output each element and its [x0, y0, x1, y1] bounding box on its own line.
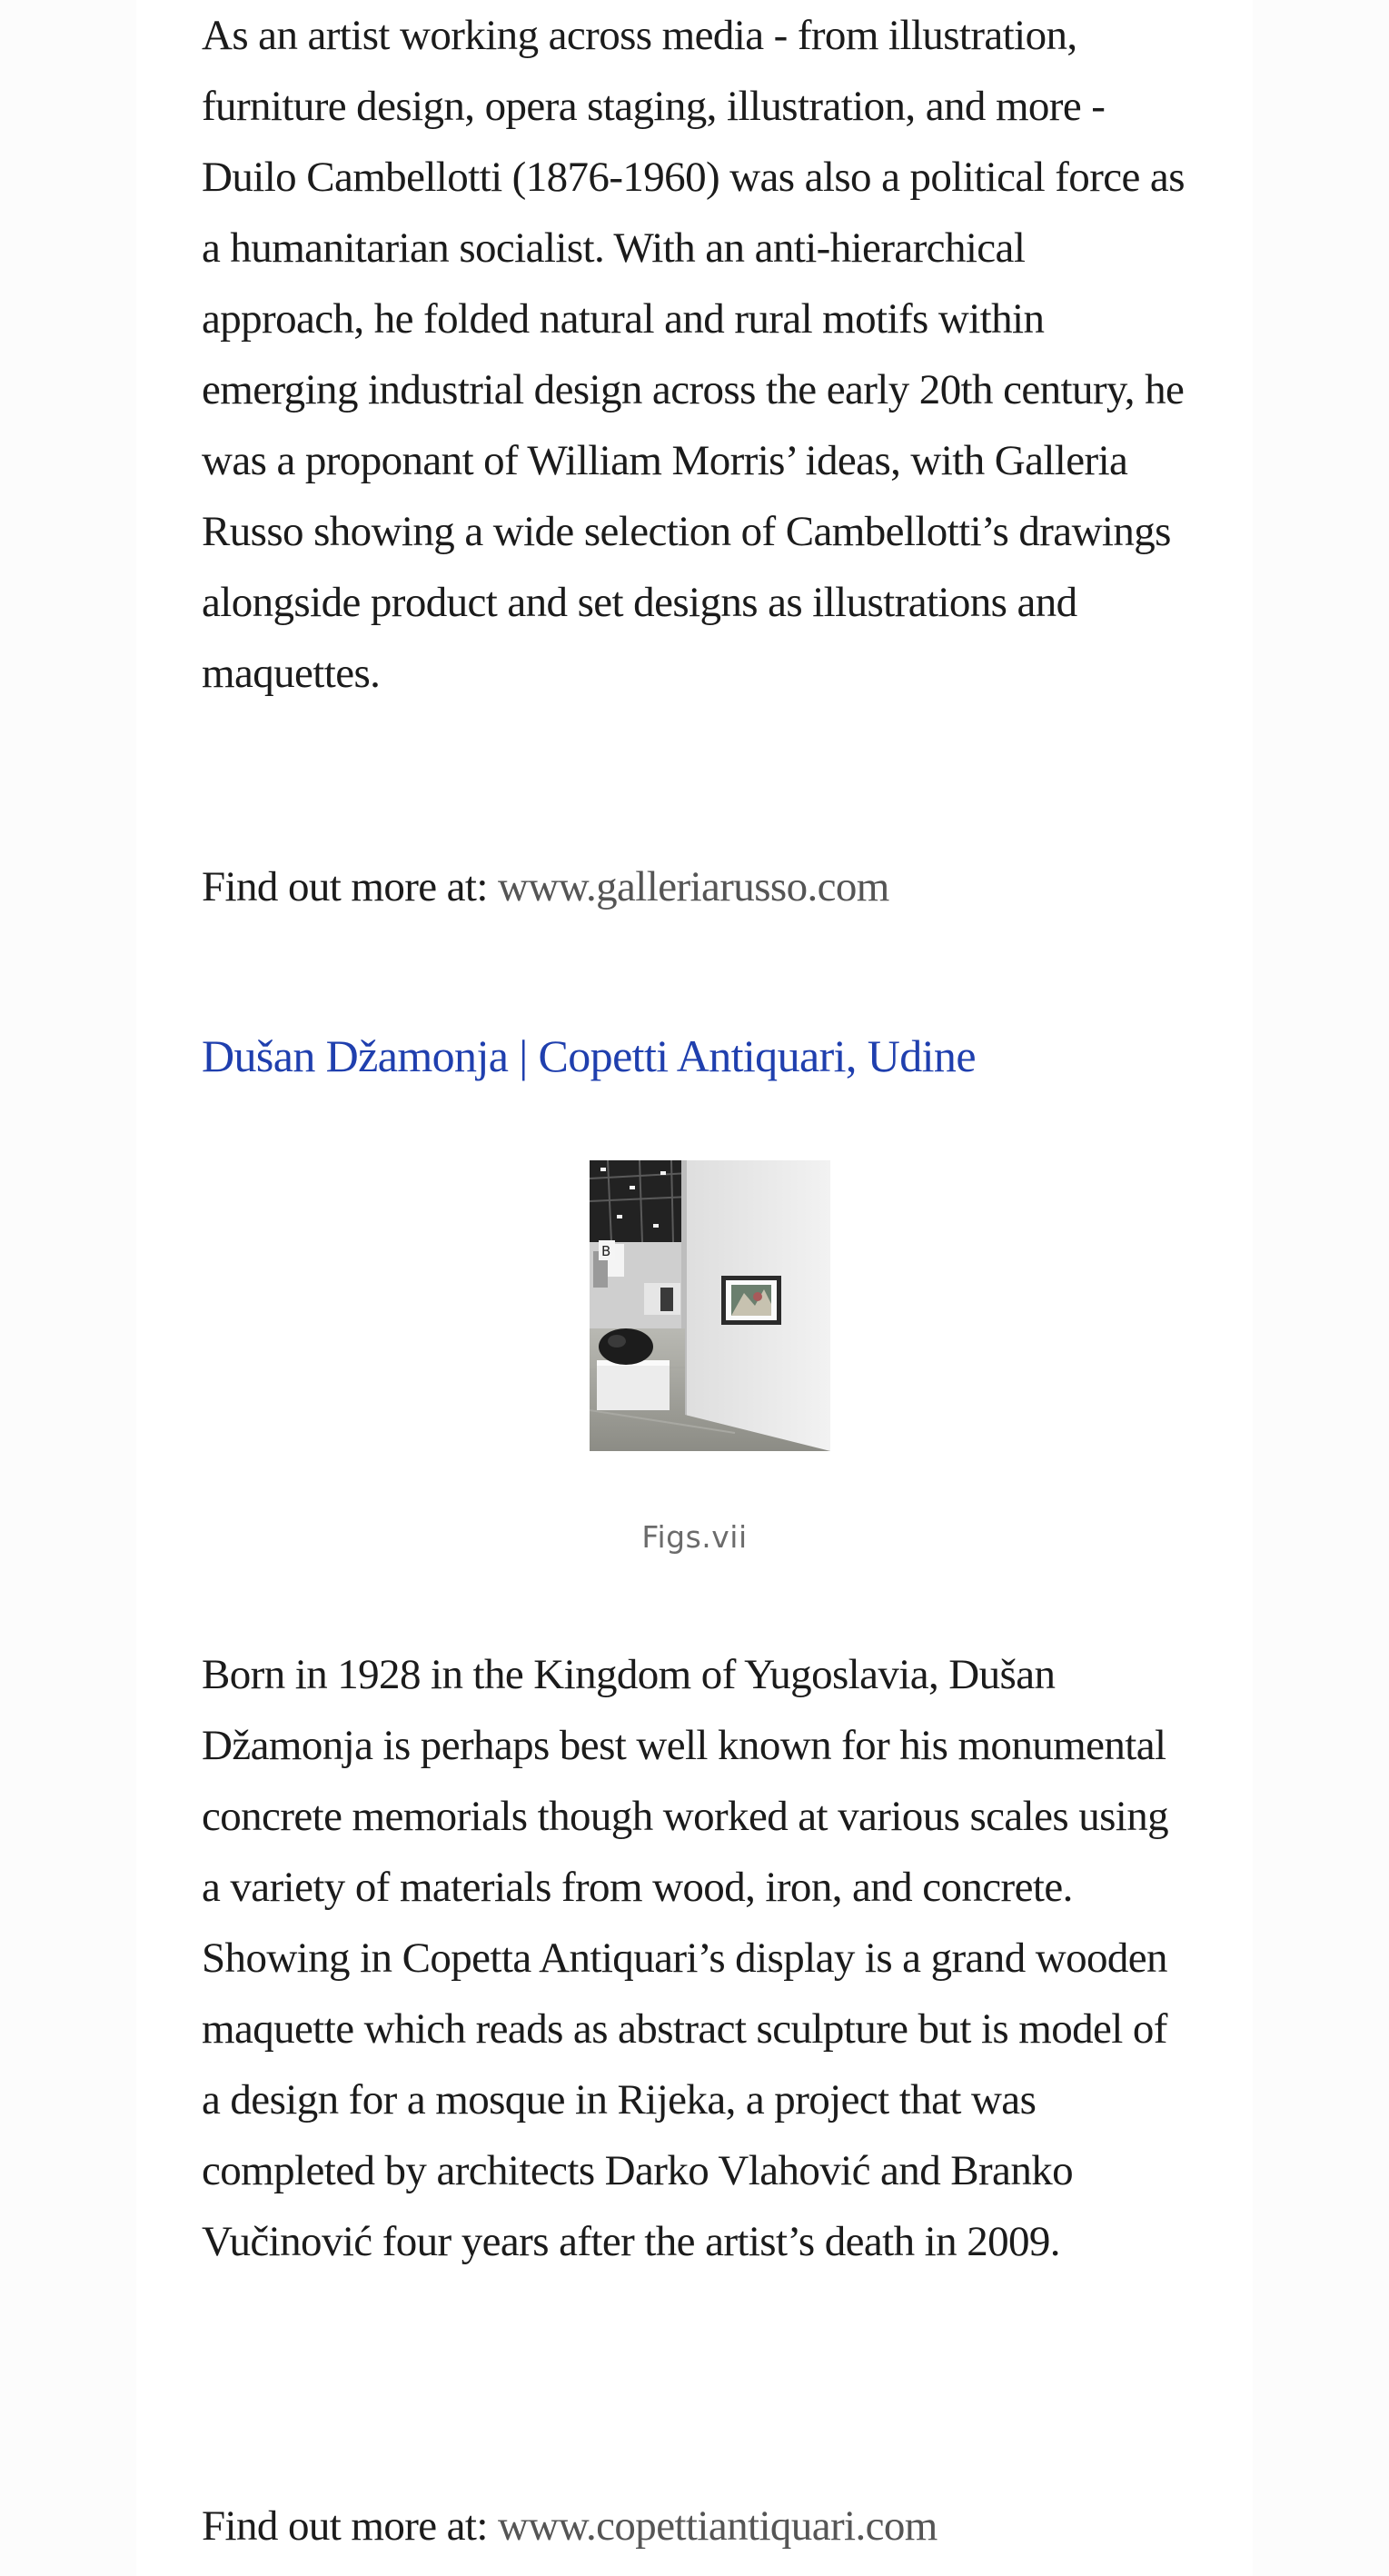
find-out-more-label: Find out more at:: [202, 863, 499, 910]
booth-letter-sign: B: [601, 1243, 611, 1259]
page-margin-left: [0, 0, 136, 2576]
find-out-more-label: Find out more at:: [202, 2502, 499, 2550]
gallery-photo[interactable]: [590, 1160, 830, 1451]
second-paragraph: Born in 1928 in the Kingdom of Yugoslavia, Dušan Džamonja is perhaps best well known for his monumental concrete memorials though worked at various scales using a variety of materials from wood, iron, and concrete. Showing in Copetta Antiquari’s display is a grand wooden maquette which reads as abstract sculpture but is model of a design for a mosque in Rijeka, a project that was completed by architects Darko Vlahović and Branko Vučinović four years after the artist’s death in 2009.: [202, 1651, 1169, 2265]
intro-paragraph: As an artist working across media - from illustration, furniture design, opera staging, illustration, and more - Duilo Cambellotti (1876-1960) was also a political force as a humanitarian socialist. With an anti-hierarchical approach, he folded natural and rural motifs within emerging industrial design across the early 20th century, he was a proponant of William Morris’ ideas, with Galleria Russo showing a wide selection of Cambellotti’s drawings alongside product and set designs as illustrations and maquettes.: [202, 12, 1185, 697]
find-out-more-galleria-russo: [202, 851, 889, 922]
section-heading: Dušan Džamonja | Copetti Antiquari, Udine: [202, 1030, 976, 1081]
gallery-photo-image: [590, 1160, 830, 1451]
figure-caption: Figs.vii: [641, 1519, 748, 1555]
copetti-antiquari-link[interactable]: www.copettiantiquari.com: [498, 2502, 938, 2550]
page-margin-right: [1253, 0, 1389, 2576]
find-out-more-copetti-antiquari: [202, 2491, 938, 2561]
galleria-russo-link[interactable]: www.galleriarusso.com: [498, 863, 889, 910]
